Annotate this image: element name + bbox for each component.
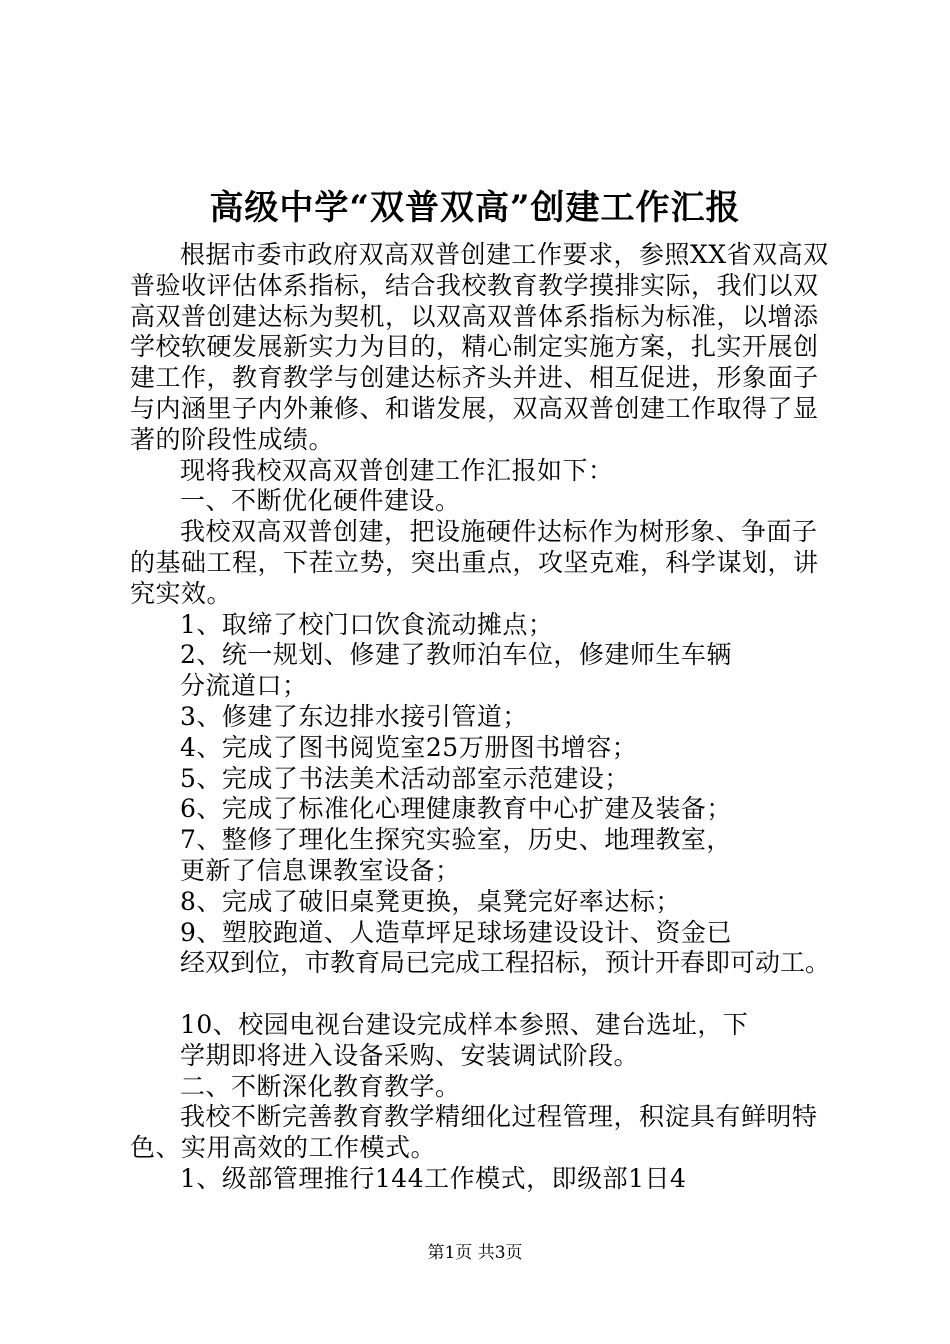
list-item-continuation: 经双到位，市教育局已完成工程招标，预计开春即可动工。 xyxy=(180,948,831,978)
page-footer: 第1页 共3页 xyxy=(427,1243,523,1263)
blank-line xyxy=(130,979,840,1010)
list-item-continuation: 分流道口； xyxy=(180,671,308,701)
list-item-continuation: 学期即将进入设备采购、安装调试阶段。 xyxy=(180,1040,640,1070)
list-item: 3、修建了东边排水接引管道； xyxy=(180,701,528,731)
list-item: 5、完成了书法美术活动部室示范建设； xyxy=(180,763,630,793)
document-body xyxy=(130,240,840,1195)
section1-heading: 一、不断优化硬件建设。 xyxy=(180,486,461,516)
list-item: 10、校园电视台建设完成样本参照、建台选址，下 xyxy=(180,1009,749,1039)
document-title: 高级中学“双普双高”创建工作汇报 xyxy=(209,188,741,228)
section2-heading: 二、不断深化教育教学。 xyxy=(180,1071,461,1101)
intro-paragraph: 根据市委市政府双高双普创建工作要求，参照XX省双高双普验收评估体系指标，结合我校教育教学摸排实际，我们以双高双普创建达标为契机，以双高双普体系指标为标准，以增添学校软硬发展新实力为目的，精心制定实施方案，扎实开展创建工作，教育教学与创建达标齐头并进、相互促进，形象面子与内涵里子内外兼修、和谐发展，双高双普创建工作取得了显著的阶段性成绩。 xyxy=(130,240,829,454)
list-item: 1、级部管理推行144工作模式，即级部1日4 xyxy=(180,1163,687,1193)
section1-intro-paragraph: 我校双高双普创建，把设施硬件达标作为树形象、争面子的基础工程，下茬立势，突出重点，攻坚克难，科学谋划，讲究实效。 xyxy=(130,517,819,608)
list-item: 7、整修了理化生探究实验室，历史、地理教室， xyxy=(180,825,732,855)
list-item: 2、统一规划、修建了教师泊车位，修建师生车辆 xyxy=(180,640,732,670)
list-item: 8、完成了破旧桌凳更换，桌凳完好率达标； xyxy=(180,886,681,916)
list-item-continuation: 更新了信息课教室设备； xyxy=(180,855,461,885)
report-lead-paragraph: 现将我校双高双普创建工作汇报如下： xyxy=(180,455,614,485)
list-item: 4、完成了图书阅览室25万册图书增容； xyxy=(180,732,638,762)
list-item: 6、完成了标准化心理健康教育中心扩建及装备； xyxy=(180,794,732,824)
list-item: 9、塑胶跑道、人造草坪足球场建设设计、资金已 xyxy=(180,917,732,947)
section2-intro-paragraph: 我校不断完善教育教学精细化过程管理，积淀具有鲜明特色、实用高效的工作模式。 xyxy=(130,1102,818,1163)
list-item: 1、取缔了校门口饮食流动摊点； xyxy=(180,609,554,639)
